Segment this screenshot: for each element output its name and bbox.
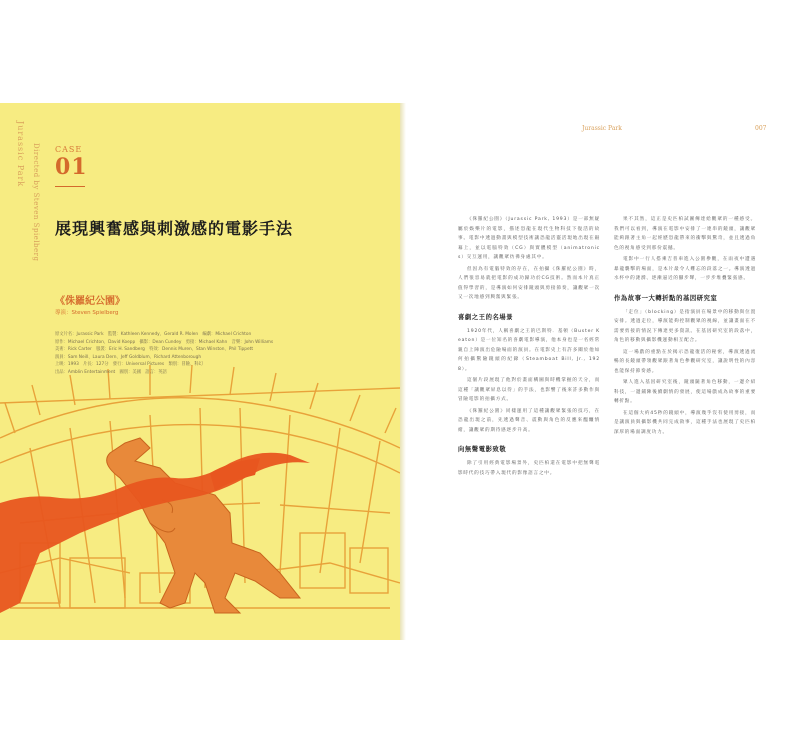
- section-heading: 喜劇之王的名場景: [458, 313, 514, 321]
- section-heading: 向無聲電影致敬: [458, 446, 507, 453]
- case-rule-divider: [55, 186, 85, 187]
- film-title: 《侏羅紀公園》: [55, 296, 125, 307]
- body-paragraph: 果不其然，這正是史匹柏試圖傳達給觀眾的一種感受。我們可以看到，導演在電影中安排了一連串的鏡頭，讓觀眾能夠跟著主角一起經歷恐龍帶來的衝擊與驚奇，並且透過角色的視角感受到那份震撼。: [614, 217, 756, 251]
- credit-line: 美術：Rick Carter 服裝：Eric H. Sandberg 特效：Dennis Muren、Stan Winston、Phil Tippett: [55, 347, 254, 353]
- chapter-title: 展現興奮感與刺激感的電影手法: [55, 219, 294, 238]
- credit-line: 原文片名：Jurassic Park 監製：Kathleen Kennedy、Gerald R. Molen 編劇：Michael Crichton: [55, 332, 252, 337]
- body-paragraph: 《侏羅紀公園》同樣運用了這種讓觀眾緊張的技巧，在恐龍出現之前，先透過聲音、震動與角色的反應來醞釀情緒，讓觀眾的期待感逐步升高。: [458, 408, 600, 433]
- credit-line: 上映：1993 片長：127分 發行：Universal Pictures 類別：冒險、科幻: [55, 362, 203, 368]
- credit-line: 出品：Amblin Entertainment 國別：美國 語言：英語: [55, 369, 167, 375]
- body-paragraph: 電影中一行人搭乘吉普車進入公園參觀，在雨夜中遭遇暴龍襲擊的場面，是本片最令人難忘的段落之一。導演透過水杯中的漣漪、逐漸逼近的腳步聲，一步步堆疊緊張感。: [614, 257, 756, 281]
- body-paragraph: 眾人進入基因研究室後，鏡頭隨著角色移動，一邊介紹科技，一邊鋪陳後續劇情的發展，使這場戲成為故事的重要轉折點。: [614, 380, 756, 404]
- text-column-right: [614, 215, 756, 439]
- credits-block: [55, 331, 355, 377]
- body-paragraph: 「走位」（blocking）是指演員在場景中的移動與位置安排。透過走位，導演能夠控制觀眾的視線，並讓畫面在不需要剪接的情況下傳達更多資訊。在基因研究室的段落中，角色的移動與攝影機運動相互配合。: [614, 309, 756, 343]
- right-page: [406, 103, 800, 640]
- body-paragraph: 1920年代，人稱喜劇之王的巴斯特．基頓（Buster Keaton）是一位知名的喜劇電影導演，他本身也是一名經常親自上陣演出危險場面的演員。在電影史上有許多關於他如何拍攝驚險鏡頭的紀錄（Steamboat Bill, Jr., 1928）。: [458, 328, 600, 372]
- page-number: 007: [755, 125, 767, 132]
- body-paragraph: 在這個大約45秒的鏡頭中，導演幾乎沒有使用剪接，而是讓演員與攝影機共同完成敘事，這種手法也展現了史匹柏深厚的場面調度功力。: [614, 410, 756, 435]
- vertical-director-credit: Directed by Steven Spielberg: [32, 143, 40, 262]
- body-paragraph: 除了引用經典電影場景外，史匹柏還在電影中把無聲電影時代的技巧帶入現代的影像語言之中。: [458, 461, 600, 476]
- vertical-film-title: Jurassic Park: [16, 121, 25, 188]
- body-paragraph: 《侏羅紀公園》（Jurassic Park, 1993）是一部無疑屬於娛樂片的電影，描述恐龍在現代生物科技下復活的故事。電影中透過動畫與模型技術讓恐龍活靈活現地出現在銀幕上，並以電腦特效（CG）與實體模型（animatronics）交互運用，讓觀眾彷彿身處其中。: [458, 217, 600, 260]
- credit-line: 原作：Michael Crichton、David Koepp 攝影：Dean Cundey 剪接：Michael Kahn 音樂：John Williams: [55, 339, 274, 345]
- body-paragraph: 這個片段展現了他對於畫面構圖與時機掌握的天分，而這種「讓觀眾屏息以待」的手法，也影響了後來許多動作與冒險電影的拍攝方式。: [458, 378, 600, 402]
- running-head: Jurassic Park: [582, 125, 622, 132]
- body-paragraph: 但因為有電腦特效的存在，在拍攝《侏羅紀公園》時，人們很容易就把電影的成功歸功於CG技術。然而本片真正值得學習的，是導演如何安排鏡頭與剪接節奏，讓觀眾一次又一次地感到興奮與緊張。: [458, 266, 600, 300]
- case-label: CASE: [55, 145, 83, 154]
- left-page: [0, 103, 400, 640]
- section-heading: 作為故事一大轉折點的基因研究室: [614, 294, 718, 302]
- credit-line: 演員：Sam Neill、Laura Dern、Jeff Goldblum、Richard Attenborough: [55, 354, 202, 360]
- body-paragraph: 這一場戲的重點在於揭示恐龍復活的秘密，導演透過流暢的長鏡頭帶領觀眾跟著角色參觀研究室，讓說明性的內容也能保持節奏感。: [614, 349, 756, 374]
- director-line: 導演：Steven Spielberg: [55, 310, 119, 316]
- text-column-left: [458, 215, 600, 480]
- case-number: 01: [55, 154, 88, 180]
